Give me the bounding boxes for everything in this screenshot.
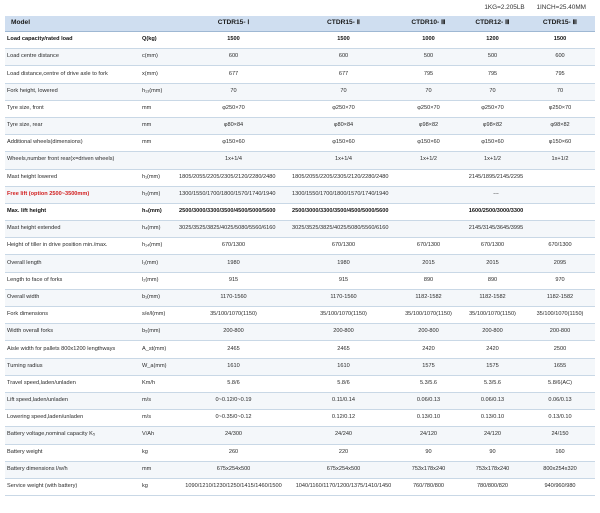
param-label: Fork dimensions <box>5 307 140 324</box>
kg-lb-conversion: 1KG=2.205LB <box>484 4 525 11</box>
value-model-2: 70 <box>290 83 397 100</box>
table-row <box>5 444 595 461</box>
unit-label: Km/h <box>140 375 177 392</box>
value-model-2: 1980 <box>290 255 397 272</box>
value-model-5: 1655 <box>525 358 595 375</box>
value-model-1: 1500 <box>177 32 290 49</box>
table-row <box>5 289 595 306</box>
model-col-2: CTDR15- Ⅱ <box>290 16 397 32</box>
value-model-1: 1090/1210/1230/1250/1415/1460/1500 <box>177 478 290 495</box>
table-row <box>5 100 595 117</box>
value-model-5: 800x254x320 <box>525 461 595 478</box>
unit-label: mm <box>140 100 177 117</box>
value-model-1: 1980 <box>177 255 290 272</box>
value-model-4: 24/120 <box>460 427 525 444</box>
unit-label: s/e/l(mm) <box>140 307 177 324</box>
value-model-2: 5.8/6 <box>290 375 397 392</box>
value-model-4: 200-800 <box>460 324 525 341</box>
unit-label <box>140 152 177 169</box>
value-model-1: 200-800 <box>177 324 290 341</box>
table-row <box>5 324 595 341</box>
value-model-2: 1170-1560 <box>290 289 397 306</box>
unit-label: kg <box>140 478 177 495</box>
value-model-5: 600 <box>525 49 595 66</box>
value-model-2: 675x254x500 <box>290 461 397 478</box>
param-label: Mast height extended <box>5 221 140 238</box>
value-models-3-5: 2145/3145/3645/3995 <box>397 221 595 238</box>
value-model-5: 940/960/980 <box>525 478 595 495</box>
param-label: Length to face of forks <box>5 272 140 289</box>
model-col-5: CTDR15- Ⅲ <box>525 16 595 32</box>
unit-label: kg <box>140 444 177 461</box>
unit-label: h₄(mm) <box>140 221 177 238</box>
value-model-5: 24/150 <box>525 427 595 444</box>
table-header-row <box>5 16 595 32</box>
value-model-2: 1040/1160/1170/1200/1375/1410/1450 <box>290 478 397 495</box>
value-model-1: 1300/1550/1700/1800/1570/1740/1940 <box>177 186 290 203</box>
value-model-4: 1182-1582 <box>460 289 525 306</box>
unit-label: m/s <box>140 392 177 409</box>
value-model-4: 0.13/0.10 <box>460 410 525 427</box>
param-label: Travel speed,laden/unladen <box>5 375 140 392</box>
unit-label: l₂(mm) <box>140 272 177 289</box>
table-row <box>5 66 595 83</box>
value-model-4: 795 <box>460 66 525 83</box>
table-row <box>5 186 595 203</box>
value-model-1: 600 <box>177 49 290 66</box>
param-label: Tyre size, front <box>5 100 140 117</box>
value-model-3: 5.3/5.6 <box>397 375 460 392</box>
unit-label: b₁(mm) <box>140 289 177 306</box>
table-row <box>5 49 595 66</box>
table-row <box>5 83 595 100</box>
value-model-3: 200-800 <box>397 324 460 341</box>
value-model-3: 890 <box>397 272 460 289</box>
param-label: Lift speed,laden/unladen <box>5 392 140 409</box>
model-label: Model <box>5 16 177 32</box>
value-model-2: 2500/3000/3300/3500/4500/5000/5600 <box>290 203 397 220</box>
value-model-3: 0.13/0.10 <box>397 410 460 427</box>
value-model-3: 500 <box>397 49 460 66</box>
value-model-1: 70 <box>177 83 290 100</box>
table-row <box>5 135 595 152</box>
value-model-4: φ150×60 <box>460 135 525 152</box>
value-model-4: 500 <box>460 49 525 66</box>
value-model-5: 160 <box>525 444 595 461</box>
table-row <box>5 169 595 186</box>
table-row <box>5 221 595 238</box>
value-model-5: 0.13/0.10 <box>525 410 595 427</box>
value-model-5: 795 <box>525 66 595 83</box>
value-model-3: 0.06/0.13 <box>397 392 460 409</box>
value-model-5: 70 <box>525 83 595 100</box>
value-model-2: 915 <box>290 272 397 289</box>
unit-label: h₁(mm) <box>140 169 177 186</box>
value-model-2: 1610 <box>290 358 397 375</box>
param-label: Load capacity/rated load <box>5 32 140 49</box>
value-model-1: 1610 <box>177 358 290 375</box>
value-model-2: 1x+1/4 <box>290 152 397 169</box>
model-col-3: CTDR10- Ⅲ <box>397 16 460 32</box>
value-model-3: 1000 <box>397 32 460 49</box>
value-model-1: 0~0.12/0~0.19 <box>177 392 290 409</box>
model-col-4: CTDR12- Ⅲ <box>460 16 525 32</box>
param-label: Service weight (with battery) <box>5 478 140 495</box>
value-model-3: 1182-1582 <box>397 289 460 306</box>
spec-table-body <box>5 32 595 496</box>
param-label: Battery weight <box>5 444 140 461</box>
value-model-4: 780/800/820 <box>460 478 525 495</box>
unit-label: W_a(mm) <box>140 358 177 375</box>
unit-label: mm <box>140 135 177 152</box>
value-model-3: 35/100/1070(1150) <box>397 307 460 324</box>
unit-label: h₂(mm) <box>140 186 177 203</box>
value-model-5: 1x+1/2 <box>525 152 595 169</box>
units-conversion-note <box>0 0 600 16</box>
value-model-2: φ150×60 <box>290 135 397 152</box>
table-row <box>5 392 595 409</box>
table-row <box>5 341 595 358</box>
table-row <box>5 238 595 255</box>
value-model-1: 1170-1560 <box>177 289 290 306</box>
value-model-4: 90 <box>460 444 525 461</box>
value-model-2: 220 <box>290 444 397 461</box>
unit-label: V/Ah <box>140 427 177 444</box>
model-col-1: CTDR15- Ⅰ <box>177 16 290 32</box>
spec-table <box>5 16 595 496</box>
table-row <box>5 427 595 444</box>
value-model-3: 1575 <box>397 358 460 375</box>
param-label: Overall length <box>5 255 140 272</box>
param-label: Fork height, lowered <box>5 83 140 100</box>
value-model-1: 35/100/1070(1150) <box>177 307 290 324</box>
value-model-5: 1182-1582 <box>525 289 595 306</box>
value-model-1: 1x+1/4 <box>177 152 290 169</box>
table-row <box>5 32 595 49</box>
unit-label: x(mm) <box>140 66 177 83</box>
value-model-4: 5.3/5.6 <box>460 375 525 392</box>
value-model-4: 0.06/0.13 <box>460 392 525 409</box>
param-label: Free lift (option 2500~3500mm) <box>5 186 140 203</box>
value-model-3: 24/120 <box>397 427 460 444</box>
value-model-1: 2500/3000/3300/3500/4500/5000/5600 <box>177 203 290 220</box>
param-label: Load centre distance <box>5 49 140 66</box>
unit-label: b₅(mm) <box>140 324 177 341</box>
value-model-5: φ150×60 <box>525 135 595 152</box>
value-model-2: 24/240 <box>290 427 397 444</box>
value-model-4: 2420 <box>460 341 525 358</box>
value-model-2: 1500 <box>290 32 397 49</box>
value-model-3: φ150×60 <box>397 135 460 152</box>
value-model-3: 70 <box>397 83 460 100</box>
param-label: Width overall forks <box>5 324 140 341</box>
value-model-3: 2015 <box>397 255 460 272</box>
unit-label: Q(kg) <box>140 32 177 49</box>
value-model-4: 753x178x240 <box>460 461 525 478</box>
value-model-2: 600 <box>290 49 397 66</box>
value-model-5: 5.8/6(AC) <box>525 375 595 392</box>
param-label: Wheels,number front rear(x=driven wheels) <box>5 152 140 169</box>
value-model-2: 0.12/0.12 <box>290 410 397 427</box>
param-label: Max. lift height <box>5 203 140 220</box>
value-model-1: 677 <box>177 66 290 83</box>
value-model-5: 2095 <box>525 255 595 272</box>
value-model-4: 1x+1/2 <box>460 152 525 169</box>
value-model-1: φ150×60 <box>177 135 290 152</box>
value-model-2: 670/1300 <box>290 238 397 255</box>
unit-label: l₁(mm) <box>140 255 177 272</box>
param-label: Height of tiller in drive position min./max. <box>5 238 140 255</box>
value-model-2: 677 <box>290 66 397 83</box>
table-row <box>5 117 595 134</box>
value-model-3: 795 <box>397 66 460 83</box>
table-row <box>5 358 595 375</box>
value-model-3: φ98×82 <box>397 117 460 134</box>
value-models-3-5: 1600/2500/3000/3300 <box>397 203 595 220</box>
param-label: Load distance,centre of drive axle to fork <box>5 66 140 83</box>
param-label: Battery voltage,nominal capacity K₅ <box>5 427 140 444</box>
value-model-1: φ80×84 <box>177 117 290 134</box>
value-model-1: 1805/2055/2205/2305/2120/2280/2480 <box>177 169 290 186</box>
value-model-1: 260 <box>177 444 290 461</box>
param-label: Lowering speed,laden/unladen <box>5 410 140 427</box>
value-model-4: 70 <box>460 83 525 100</box>
value-model-2: 0.11/0.14 <box>290 392 397 409</box>
table-row <box>5 410 595 427</box>
table-row <box>5 478 595 495</box>
table-row <box>5 255 595 272</box>
value-model-5: 35/100/1070(1150) <box>525 307 595 324</box>
value-model-4: 1575 <box>460 358 525 375</box>
table-row <box>5 375 595 392</box>
value-model-1: 2465 <box>177 341 290 358</box>
table-row <box>5 272 595 289</box>
unit-label: mm <box>140 461 177 478</box>
value-model-1: φ250×70 <box>177 100 290 117</box>
value-model-3: φ250×70 <box>397 100 460 117</box>
value-model-5: φ250×70 <box>525 100 595 117</box>
value-model-3: 760/780/800 <box>397 478 460 495</box>
unit-label: h₁₃(mm) <box>140 83 177 100</box>
value-models-3-5: --- <box>397 186 595 203</box>
unit-label: mm <box>140 117 177 134</box>
value-model-3: 670/1300 <box>397 238 460 255</box>
value-model-2: 200-800 <box>290 324 397 341</box>
unit-label: A_st(mm) <box>140 341 177 358</box>
value-model-2: 3025/3525/3825/4025/5080/5560/6160 <box>290 221 397 238</box>
value-model-3: 1x+1/2 <box>397 152 460 169</box>
value-model-5: 970 <box>525 272 595 289</box>
param-label: Additional wheels(dimensions) <box>5 135 140 152</box>
value-model-1: 670/1300 <box>177 238 290 255</box>
value-model-5: φ98×82 <box>525 117 595 134</box>
value-model-4: 2015 <box>460 255 525 272</box>
value-model-1: 675x254x500 <box>177 461 290 478</box>
table-row <box>5 461 595 478</box>
table-row <box>5 307 595 324</box>
table-row <box>5 203 595 220</box>
value-model-5: 200-800 <box>525 324 595 341</box>
value-model-4: 1200 <box>460 32 525 49</box>
value-model-2: φ250×70 <box>290 100 397 117</box>
value-model-2: 2465 <box>290 341 397 358</box>
value-model-4: 35/100/1070(1150) <box>460 307 525 324</box>
unit-label: c(mm) <box>140 49 177 66</box>
value-models-3-5: 2145/1895/2145/2295 <box>397 169 595 186</box>
unit-label: h₃(mm) <box>140 203 177 220</box>
param-label: Battery dimensions l/w/h <box>5 461 140 478</box>
value-model-1: 3025/3525/3825/4025/5080/5560/6160 <box>177 221 290 238</box>
value-model-2: 1805/2055/2205/2305/2120/2280/2480 <box>290 169 397 186</box>
unit-label: m/s <box>140 410 177 427</box>
value-model-4: 670/1300 <box>460 238 525 255</box>
value-model-2: 35/100/1070(1150) <box>290 307 397 324</box>
value-model-5: 1500 <box>525 32 595 49</box>
inch-mm-conversion: 1INCH=25.40MM <box>536 4 586 11</box>
param-label: Turning radius <box>5 358 140 375</box>
value-model-5: 2500 <box>525 341 595 358</box>
value-model-1: 0~0.35/0~0.12 <box>177 410 290 427</box>
table-row <box>5 152 595 169</box>
value-model-4: φ250×70 <box>460 100 525 117</box>
value-model-4: φ98×82 <box>460 117 525 134</box>
value-model-3: 753x178x240 <box>397 461 460 478</box>
param-label: Mast height lowered <box>5 169 140 186</box>
value-model-1: 24/300 <box>177 427 290 444</box>
value-model-5: 0.06/0.13 <box>525 392 595 409</box>
param-label: Overall width <box>5 289 140 306</box>
param-label: Tyre size, rear <box>5 117 140 134</box>
unit-label: h₁₄(mm) <box>140 238 177 255</box>
value-model-1: 5.8/6 <box>177 375 290 392</box>
value-model-1: 915 <box>177 272 290 289</box>
value-model-4: 890 <box>460 272 525 289</box>
value-model-2: 1300/1550/1700/1800/1570/1740/1940 <box>290 186 397 203</box>
param-label: Aisle width for pallets 800x1200 lengthways <box>5 341 140 358</box>
value-model-2: φ80×84 <box>290 117 397 134</box>
value-model-3: 2420 <box>397 341 460 358</box>
value-model-3: 90 <box>397 444 460 461</box>
value-model-5: 670/1300 <box>525 238 595 255</box>
